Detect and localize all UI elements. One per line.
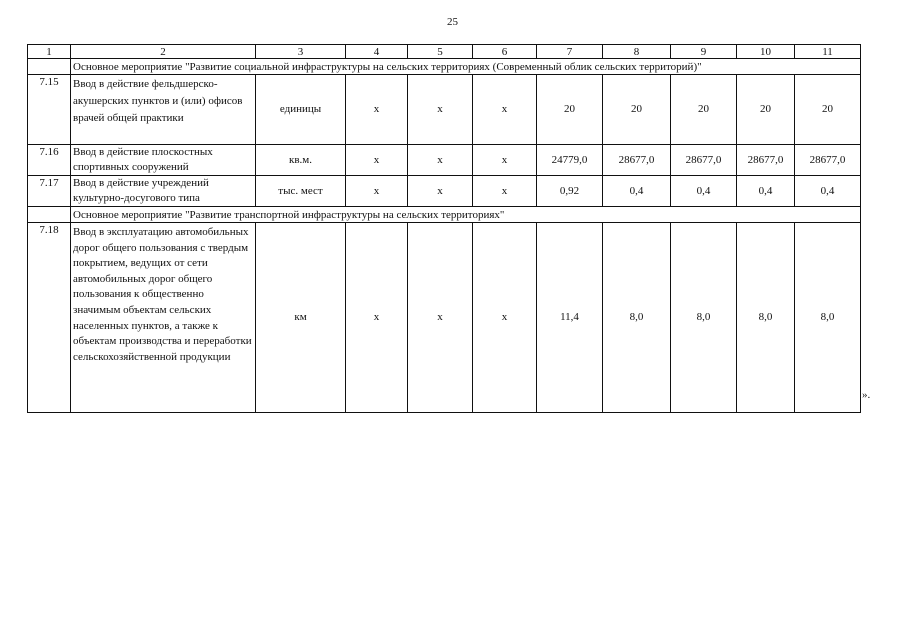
row-cell: 8,0 — [603, 223, 671, 413]
row-cell: 0,92 — [537, 176, 603, 207]
row-cell: 20 — [795, 75, 861, 145]
table-row — [28, 145, 861, 176]
table-header-row — [28, 45, 861, 59]
header-cell: 11 — [795, 45, 861, 59]
row-unit: км — [256, 223, 346, 413]
row-unit: тыс. мест — [256, 176, 346, 207]
header-cell: 4 — [346, 45, 408, 59]
row-cell: х — [473, 176, 537, 207]
row-cell: 0,4 — [671, 176, 737, 207]
row-cell: х — [473, 145, 537, 176]
indicators-table — [27, 44, 861, 413]
row-cell: х — [408, 176, 473, 207]
section-row — [28, 207, 861, 223]
row-number: 7.15 — [28, 75, 71, 145]
row-cell: х — [408, 223, 473, 413]
row-number: 7.17 — [28, 176, 71, 207]
row-cell: х — [346, 223, 408, 413]
row-number: 7.16 — [28, 145, 71, 176]
row-unit: кв.м. — [256, 145, 346, 176]
row-cell: 0,4 — [603, 176, 671, 207]
header-cell: 5 — [408, 45, 473, 59]
header-cell: 7 — [537, 45, 603, 59]
section-row — [28, 59, 861, 75]
row-name: Ввод в действие учреждений культурно-досугового типа — [71, 176, 256, 207]
row-cell: 8,0 — [795, 223, 861, 413]
section-title: Основное мероприятие "Развитие транспортной инфраструктуры на сельских территориях" — [71, 207, 861, 223]
row-cell: 28677,0 — [671, 145, 737, 176]
page-number: 25 — [447, 16, 458, 28]
row-cell: 20 — [537, 75, 603, 145]
row-name: Ввод в действие плоскостных спортивных сооружений — [71, 145, 256, 176]
row-cell: х — [346, 75, 408, 145]
empty-cell — [28, 59, 71, 75]
row-cell: х — [346, 176, 408, 207]
empty-cell — [28, 207, 71, 223]
row-cell: х — [473, 223, 537, 413]
header-cell: 6 — [473, 45, 537, 59]
header-cell: 1 — [28, 45, 71, 59]
header-cell: 3 — [256, 45, 346, 59]
row-cell: 8,0 — [671, 223, 737, 413]
closing-quote-mark: ». — [862, 389, 871, 401]
header-cell: 10 — [737, 45, 795, 59]
row-unit: единицы — [256, 75, 346, 145]
row-cell: 24779,0 — [537, 145, 603, 176]
row-cell: 28677,0 — [603, 145, 671, 176]
row-cell: х — [408, 145, 473, 176]
row-cell: х — [408, 75, 473, 145]
header-cell: 9 — [671, 45, 737, 59]
row-cell: 8,0 — [737, 223, 795, 413]
section-title: Основное мероприятие "Развитие социальной инфраструктуры на сельских территориях (Современный облик сельских территорий)" — [71, 59, 861, 75]
table-row — [28, 223, 861, 413]
row-cell: 20 — [603, 75, 671, 145]
row-cell: 0,4 — [795, 176, 861, 207]
row-cell: х — [473, 75, 537, 145]
row-cell: 11,4 — [537, 223, 603, 413]
row-cell: 20 — [671, 75, 737, 145]
row-name: Ввод в эксплуатацию автомобильных дорог общего пользования с твердым покрытием, ведущих от сети автомобильных дорог общего пользования к общественно значимым объектам сельских населенных пунктов, а также к объектам производства и переработки сельскохозяйственной продукции — [71, 223, 256, 413]
row-cell: 28677,0 — [737, 145, 795, 176]
row-number: 7.18 — [28, 223, 71, 413]
row-cell: х — [346, 145, 408, 176]
row-name: Ввод в действие фельдшерско-акушерских пунктов и (или) офисов врачей общей практики — [71, 75, 256, 145]
header-cell: 8 — [603, 45, 671, 59]
row-cell: 28677,0 — [795, 145, 861, 176]
table-row — [28, 75, 861, 145]
table-row — [28, 176, 861, 207]
row-cell: 0,4 — [737, 176, 795, 207]
row-cell: 20 — [737, 75, 795, 145]
header-cell: 2 — [71, 45, 256, 59]
